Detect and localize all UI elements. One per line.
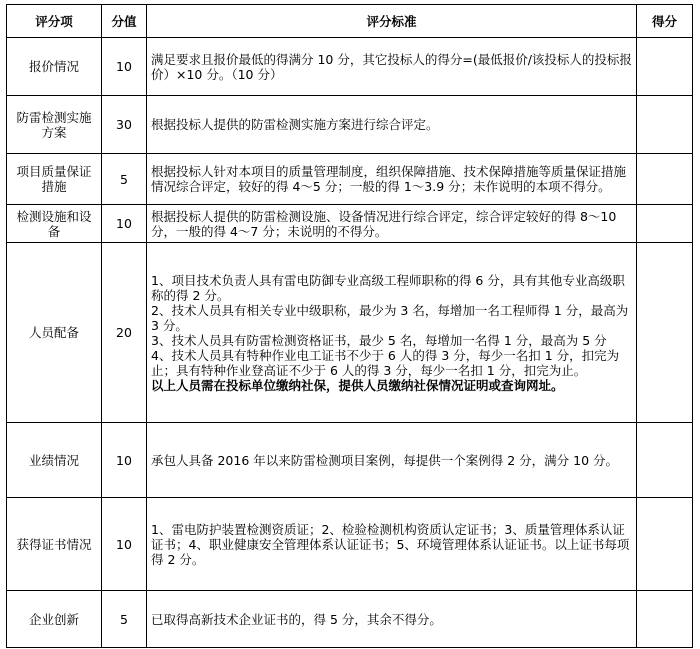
row-criteria <box>147 498 637 591</box>
row-score: 10 <box>102 205 147 243</box>
row-criteria <box>147 154 637 205</box>
table-row <box>7 154 693 205</box>
criteria-text: 根据投标人针对本项目的质量管理制度，组织保障措施、技术保障措施等质量保证措施情况综合评定，较好的得 4～5 分；一般的得 1～3.9 分；未作说明的本项不得分。 <box>151 164 627 194</box>
row-score: 5 <box>102 154 147 205</box>
row-criteria <box>147 591 637 648</box>
table-row <box>7 423 693 498</box>
table-row <box>7 38 693 96</box>
row-criteria <box>147 38 637 96</box>
row-got <box>637 205 693 243</box>
row-item: 防雷检测实施方案 <box>7 96 102 154</box>
criteria-text: 根据投标人提供的防雷检测设施、设备情况进行综合评定，综合评定较好的得 8～10 分，一般的得 4～7 分；未说明的不得分。 <box>151 208 617 239</box>
criteria-text: 已取得高新技术企业证书的，得 5 分，其余不得分。 <box>151 611 442 627</box>
row-got <box>637 498 693 591</box>
row-got <box>637 38 693 96</box>
row-score: 30 <box>102 96 147 154</box>
table-row <box>7 243 693 423</box>
criteria-bold-note: 以上人员需在投标单位缴纳社保，提供人员缴纳社保情况证明或查询网址。 <box>151 377 564 393</box>
criteria-text: 3、技术人员具有防雷检测资格证书，最少 5 名，每增加一名得 1 分，最高为 5 分 <box>151 332 607 348</box>
row-got <box>637 243 693 423</box>
row-item: 报价情况 <box>7 38 102 96</box>
header-row <box>7 5 693 38</box>
row-item: 业绩情况 <box>7 423 102 498</box>
row-criteria <box>147 423 637 498</box>
row-got <box>637 154 693 205</box>
table-row <box>7 205 693 243</box>
table-row <box>7 498 693 591</box>
criteria-text: 承包人具备 2016 年以来防雷检测项目案例，每提供一个案例得 2 分，满分 10 分。 <box>151 452 619 468</box>
criteria-text: 4、技术人员具有特种作业电工证书不少于 6 人的得 3 分，每少一名扣 1 分，扣完为止；具有特种作业登高证不少于 6 人的得 3 分，每少一名扣 1 分，扣完为止。 <box>151 347 620 378</box>
criteria-text: 2、技术人员具有相关专业中级职称，最少为 3 名，每增加一名工程师得 1 分，最高为 3 分。 <box>151 302 629 333</box>
row-score: 10 <box>102 498 147 591</box>
header-got: 得分 <box>637 5 693 38</box>
table-row <box>7 96 693 154</box>
row-criteria <box>147 96 637 154</box>
row-item: 企业创新 <box>7 591 102 648</box>
row-got <box>637 591 693 648</box>
row-score: 20 <box>102 243 147 423</box>
header-criteria: 评分标准 <box>147 5 637 38</box>
header-item: 评分项 <box>7 5 102 38</box>
row-item: 检测设施和设备 <box>7 205 102 243</box>
row-item: 项目质量保证措施 <box>7 154 102 205</box>
scoring-table <box>6 4 693 648</box>
row-score: 10 <box>102 423 147 498</box>
criteria-text: 1、雷电防护装置检测资质证；2、检验检测机构资质认定证书；3、质量管理体系认证证书；4、职业健康安全管理体系认证证书；5、环境管理体系认证证书。以上证书每项得 2 分。 <box>151 521 630 567</box>
row-score: 10 <box>102 38 147 96</box>
criteria-text: 1、项目技术负责人具有雷电防御专业高级工程师职称的得 6 分，具有其他专业高级职称的得 2 分。 <box>151 272 625 303</box>
row-score: 5 <box>102 591 147 648</box>
table-row <box>7 591 693 648</box>
row-criteria <box>147 243 637 423</box>
header-score: 分值 <box>102 5 147 38</box>
row-item: 人员配备 <box>7 243 102 423</box>
row-item: 获得证书情况 <box>7 498 102 591</box>
criteria-text: 根据投标人提供的防雷检测实施方案进行综合评定。 <box>151 117 439 132</box>
row-got <box>637 96 693 154</box>
row-got <box>637 423 693 498</box>
criteria-text: 满足要求且报价最低的得满分 10 分，其它投标人的得分=(最低报价/该投标人的投标报价）×10 分。（10 分） <box>151 51 632 82</box>
row-criteria <box>147 205 637 243</box>
